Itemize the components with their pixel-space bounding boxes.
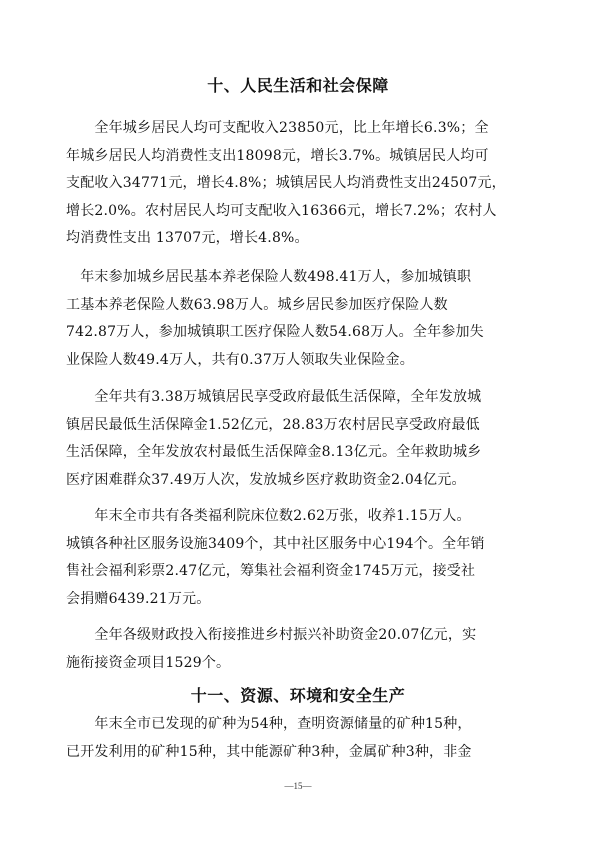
text-line: 已开发利用的矿种15种，其中能源矿种3种，金属矿种3种，非金 bbox=[66, 743, 472, 760]
text-line: 年城乡居民人均消费性支出18098元，增长3.7%。城镇居民人均可 bbox=[66, 147, 489, 164]
page-number: —15— bbox=[284, 781, 312, 791]
text-line: 全年共有3.38万城镇居民享受政府最低生活保障，全年发放城 bbox=[66, 389, 482, 405]
text-line: 会捐赠6439.21万元。 bbox=[66, 590, 211, 607]
text-line: 742.87万人，参加城镇职工医疗保险人数54.68万人。全年参加失 bbox=[66, 324, 484, 340]
text-line: 售社会福利彩票2.47亿元，筹集社会福利资金1745万元，接受社 bbox=[66, 563, 476, 579]
text-line: 施衔接资金项目1529个。 bbox=[66, 654, 231, 671]
paragraph-rural-revitalization bbox=[66, 622, 536, 677]
text-line: 增长2.0%。农村居民人均可支配收入16366元，增长7.2%；农村人 bbox=[66, 202, 497, 219]
text-line: 全年各级财政投入衔接推进乡村振兴补助资金20.07亿元，实 bbox=[66, 627, 477, 643]
paragraph-welfare bbox=[66, 503, 536, 613]
text-line: 年末参加城乡居民基本养老保险人数498.41万人，参加城镇职 bbox=[66, 269, 472, 285]
text-line: 均消费性支出 13707元，增长4.8%。 bbox=[66, 230, 309, 246]
text-line: 城镇各种社区服务设施3409个，其中社区服务中心194个。全年销 bbox=[66, 535, 485, 552]
text-line: 年末全市已发现的矿种为54种，查明资源储量的矿种15种， bbox=[66, 716, 472, 732]
section-heading-resources: 十一、资源、环境和安全生产 bbox=[190, 686, 406, 705]
text-line: 业保险人数49.4万人，共有0.37万人领取失业保险金。 bbox=[66, 351, 414, 368]
paragraph-insurance bbox=[66, 264, 536, 374]
paragraph-income bbox=[66, 115, 536, 253]
text-line: 支配收入34771元，增长4.8%；城镇居民人均消费性支出24507元， bbox=[66, 175, 506, 191]
paragraph-minerals bbox=[66, 711, 536, 766]
text-line: 生活保障，全年发放农村最低生活保障金8.13亿元。全年救助城乡 bbox=[66, 444, 482, 460]
paragraph-minimum-living bbox=[66, 384, 536, 494]
text-line: 全年城乡居民人均可支配收入23850元，比上年增长6.3%；全 bbox=[66, 120, 489, 136]
text-line: 工基本养老保险人数63.98万人。城乡居民参加医疗保险人数 bbox=[66, 296, 448, 313]
section-heading-people-life: 十、人民生活和社会保障 bbox=[207, 76, 389, 95]
text-line: 医疗困难群众37.49万人次，发放城乡医疗救助资金2.04亿元。 bbox=[66, 471, 466, 488]
text-line: 年末全市共有各类福利院床位数2.62万张，收养1.15万人。 bbox=[66, 508, 471, 524]
text-line: 镇居民最低生活保障金1.52亿元，28.83万农村居民享受政府最低 bbox=[66, 416, 480, 433]
